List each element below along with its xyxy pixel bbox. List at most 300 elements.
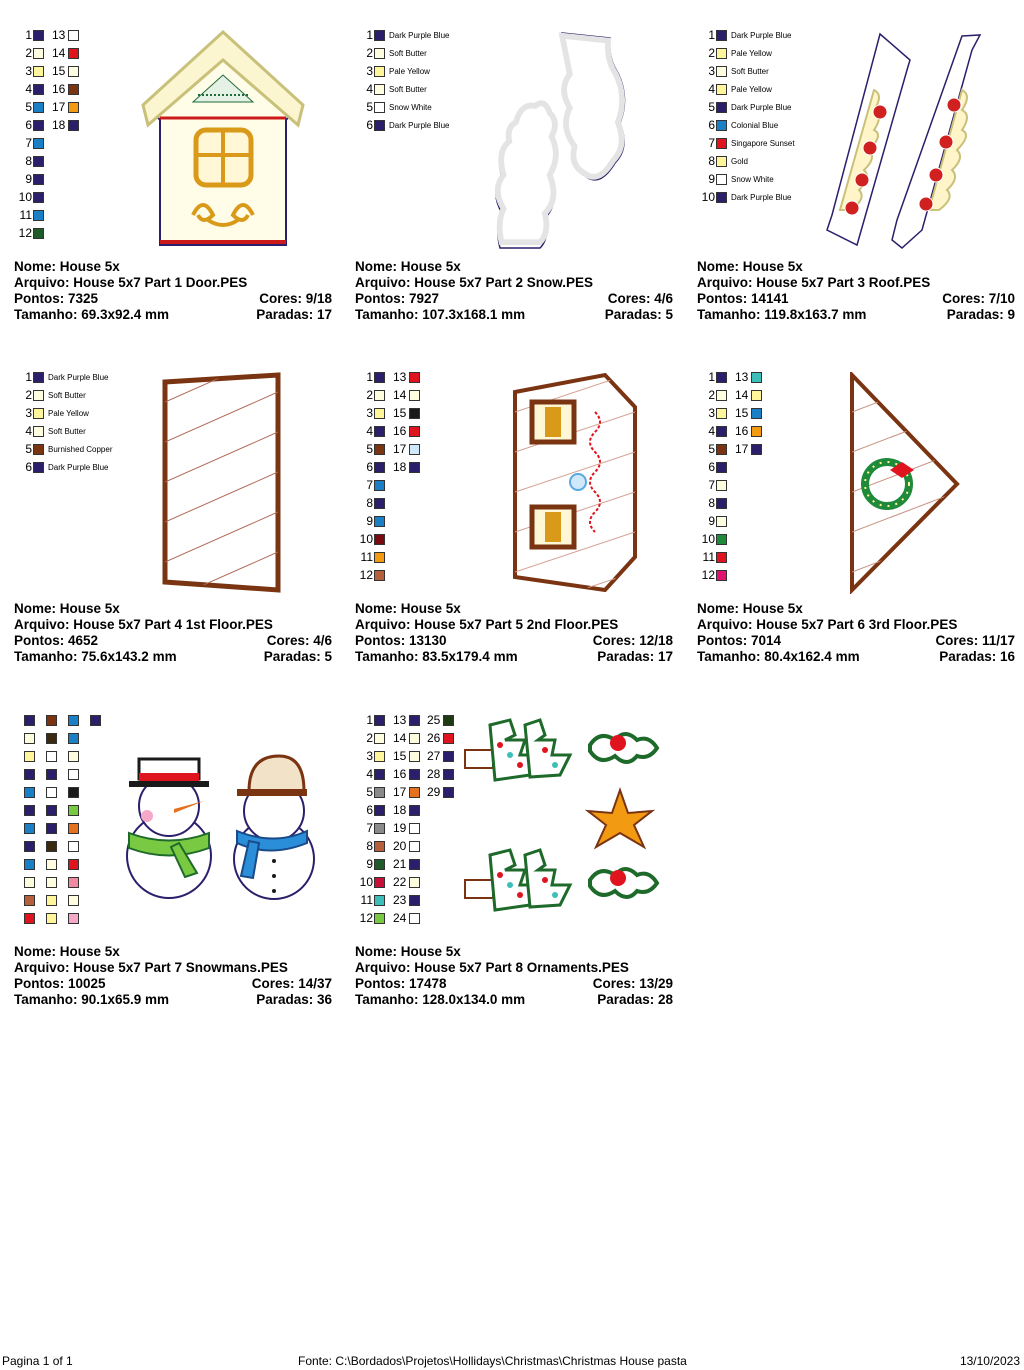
thread-color-swatch xyxy=(374,805,385,816)
thread-row xyxy=(14,62,44,80)
design-colors: Cores: 4/6 xyxy=(607,291,673,306)
thread-index: 23 xyxy=(393,893,407,907)
thread-index: 6 xyxy=(25,460,32,474)
thread-color-swatch xyxy=(24,733,35,744)
design-info xyxy=(697,601,1015,665)
thread-color-swatch xyxy=(68,715,79,726)
design-stops: Paradas: 9 xyxy=(946,307,1015,322)
thread-color-swatch xyxy=(751,390,762,401)
thread-index: 2 xyxy=(708,46,715,60)
thread-row xyxy=(14,188,44,206)
thread-index: 15 xyxy=(393,749,407,763)
thread-name: Dark Purple Blue xyxy=(48,372,109,382)
thread-color-swatch xyxy=(68,733,79,744)
thread-index: 7 xyxy=(366,478,373,492)
thread-color-swatch xyxy=(90,715,101,726)
snowmen-icon xyxy=(119,751,334,901)
thread-color-swatch xyxy=(24,823,35,834)
thread-index: 2 xyxy=(25,388,32,402)
thread-color-swatch xyxy=(33,462,44,473)
thread-row xyxy=(393,368,420,386)
thread-index: 17 xyxy=(393,442,407,456)
thread-row xyxy=(393,711,420,729)
thread-row xyxy=(355,368,385,386)
thread-row xyxy=(355,891,385,909)
thread-color-swatch xyxy=(33,408,44,419)
thread-color-swatch xyxy=(716,48,727,59)
thread-color-swatch xyxy=(46,895,57,906)
thread-row xyxy=(46,837,57,855)
thread-color-swatch xyxy=(33,120,44,131)
thread-index: 4 xyxy=(25,424,32,438)
thread-row xyxy=(68,801,79,819)
design-cell-roof[interactable] xyxy=(697,26,1024,346)
thread-color-swatch xyxy=(716,84,727,95)
thread-row xyxy=(355,819,385,837)
thread-row xyxy=(355,747,385,765)
thread-row xyxy=(393,458,420,476)
design-colors: Cores: 12/18 xyxy=(592,633,673,648)
thread-index: 16 xyxy=(393,424,407,438)
thread-row xyxy=(68,729,79,747)
thread-color-swatch xyxy=(24,877,35,888)
thread-color-swatch xyxy=(716,552,727,563)
thread-color-swatch xyxy=(24,805,35,816)
design-size: Tamanho: 119.8x163.7 mm xyxy=(697,307,867,322)
thread-index: 2 xyxy=(366,731,373,745)
thread-color-swatch xyxy=(374,715,385,726)
thread-row xyxy=(90,711,101,729)
thread-index: 8 xyxy=(25,154,32,168)
thread-row xyxy=(735,386,762,404)
thread-color-swatch xyxy=(374,48,385,59)
thread-row xyxy=(46,909,57,927)
thread-color-swatch xyxy=(24,715,35,726)
thread-row xyxy=(697,134,795,152)
thread-color-swatch xyxy=(374,552,385,563)
thread-row xyxy=(14,422,86,440)
thread-index: 17 xyxy=(52,100,66,114)
thread-index: 5 xyxy=(366,442,373,456)
thread-row xyxy=(355,566,385,584)
thread-color-swatch xyxy=(409,462,420,473)
thread-color-swatch xyxy=(68,895,79,906)
thread-row xyxy=(697,404,727,422)
thread-color-swatch xyxy=(716,174,727,185)
thread-row xyxy=(14,404,89,422)
thread-color-swatch xyxy=(24,895,35,906)
thread-color-swatch xyxy=(409,805,420,816)
thread-index: 18 xyxy=(52,118,66,132)
thread-color-swatch xyxy=(33,228,44,239)
thread-index: 10 xyxy=(18,190,32,204)
thread-row xyxy=(697,440,727,458)
thread-color-swatch xyxy=(24,841,35,852)
thread-row xyxy=(697,44,772,62)
thread-color-swatch xyxy=(46,751,57,762)
design-info xyxy=(14,259,332,323)
design-stops: Paradas: 28 xyxy=(597,992,673,1007)
thread-index: 21 xyxy=(393,857,407,871)
thread-index: 20 xyxy=(393,839,407,853)
thread-row xyxy=(355,26,449,44)
thread-index: 7 xyxy=(25,136,32,150)
thread-row xyxy=(355,530,385,548)
thread-color-swatch xyxy=(716,426,727,437)
thread-color-swatch xyxy=(24,769,35,780)
thread-row xyxy=(68,747,79,765)
thread-row xyxy=(697,170,774,188)
thread-index: 6 xyxy=(366,803,373,817)
thread-row xyxy=(355,62,430,80)
design-file: Arquivo: House 5x7 Part 4 1st Floor.PES xyxy=(14,617,273,632)
thread-color-swatch xyxy=(68,913,79,924)
thread-row xyxy=(427,783,454,801)
thread-index: 14 xyxy=(393,388,407,402)
thread-row xyxy=(427,729,454,747)
design-name: Nome: House 5x xyxy=(355,944,461,959)
design-stitches: Pontos: 13130 xyxy=(355,633,447,648)
thread-color-swatch xyxy=(24,787,35,798)
thread-color-swatch xyxy=(33,84,44,95)
thread-color-swatch xyxy=(716,498,727,509)
thread-color-swatch xyxy=(374,516,385,527)
thread-index: 10 xyxy=(359,875,373,889)
thread-row xyxy=(68,855,79,873)
design-stops: Paradas: 17 xyxy=(597,649,673,664)
thread-row xyxy=(697,476,727,494)
thread-row xyxy=(393,422,420,440)
thread-color-swatch xyxy=(409,733,420,744)
thread-name: Dark Purple Blue xyxy=(731,192,792,202)
thread-row xyxy=(46,765,57,783)
page-number: Pagina 1 of 1 xyxy=(2,1354,73,1368)
thread-color-swatch xyxy=(33,138,44,149)
thread-color-swatch xyxy=(716,138,727,149)
thread-index: 5 xyxy=(708,100,715,114)
thread-index: 10 xyxy=(701,532,715,546)
thread-color-swatch xyxy=(751,408,762,419)
thread-color-swatch xyxy=(374,859,385,870)
thread-index: 24 xyxy=(393,911,407,925)
design-cell-first-floor[interactable] xyxy=(14,368,344,688)
thread-color-swatch xyxy=(374,841,385,852)
thread-index: 2 xyxy=(366,46,373,60)
thread-row xyxy=(427,711,454,729)
thread-index: 5 xyxy=(366,785,373,799)
thread-row xyxy=(24,801,35,819)
thread-color-swatch xyxy=(68,66,79,77)
thread-row xyxy=(355,873,385,891)
thread-row xyxy=(355,44,427,62)
thread-color-swatch xyxy=(33,444,44,455)
thread-row xyxy=(68,765,79,783)
thread-color-swatch xyxy=(374,751,385,762)
design-info xyxy=(14,601,332,665)
thread-color-swatch xyxy=(751,444,762,455)
thread-index: 18 xyxy=(393,803,407,817)
thread-color-swatch xyxy=(374,120,385,131)
thread-color-swatch xyxy=(409,390,420,401)
thread-color-swatch xyxy=(716,516,727,527)
design-cell-door[interactable] xyxy=(14,26,344,346)
thread-row xyxy=(68,837,79,855)
thread-row xyxy=(14,440,112,458)
thread-color-swatch xyxy=(46,805,57,816)
thread-index: 3 xyxy=(366,749,373,763)
thread-row xyxy=(697,566,727,584)
thread-color-swatch xyxy=(409,426,420,437)
thread-row xyxy=(355,855,385,873)
thread-index: 22 xyxy=(393,875,407,889)
thread-row xyxy=(24,837,35,855)
first-floor-icon xyxy=(160,372,282,594)
thread-index: 12 xyxy=(18,226,32,240)
thread-row xyxy=(697,512,727,530)
design-stitches: Pontos: 10025 xyxy=(14,976,106,991)
thread-color-swatch xyxy=(374,769,385,780)
thread-index: 9 xyxy=(708,514,715,528)
design-cell-snowmen[interactable] xyxy=(14,711,344,1031)
thread-name: Pale Yellow xyxy=(48,408,89,418)
thread-color-swatch xyxy=(68,841,79,852)
thread-row xyxy=(697,152,748,170)
design-file: Arquivo: House 5x7 Part 8 Ornaments.PES xyxy=(355,960,629,975)
design-stops: Paradas: 5 xyxy=(263,649,332,664)
design-colors: Cores: 7/10 xyxy=(942,291,1015,306)
thread-index: 2 xyxy=(25,46,32,60)
thread-index: 6 xyxy=(366,118,373,132)
thread-color-swatch xyxy=(716,390,727,401)
thread-color-swatch xyxy=(443,715,454,726)
thread-index: 13 xyxy=(735,370,749,384)
thread-color-swatch xyxy=(374,462,385,473)
thread-index: 15 xyxy=(52,64,66,78)
thread-index: 11 xyxy=(360,893,373,907)
thread-index: 15 xyxy=(393,406,407,420)
thread-color-swatch xyxy=(443,751,454,762)
thread-row xyxy=(735,440,762,458)
thread-row xyxy=(393,909,420,927)
thread-row xyxy=(355,783,385,801)
thread-row xyxy=(46,855,57,873)
thread-row xyxy=(24,765,35,783)
thread-index: 9 xyxy=(366,514,373,528)
thread-index: 7 xyxy=(708,478,715,492)
thread-color-swatch xyxy=(33,390,44,401)
thread-color-swatch xyxy=(409,895,420,906)
design-name: Nome: House 5x xyxy=(697,601,803,616)
design-name: Nome: House 5x xyxy=(14,259,120,274)
thread-row xyxy=(393,855,420,873)
thread-color-swatch xyxy=(716,30,727,41)
thread-color-swatch xyxy=(374,895,385,906)
thread-name: Singapore Sunset xyxy=(731,138,795,148)
thread-row xyxy=(393,891,420,909)
thread-row xyxy=(24,747,35,765)
thread-index: 1 xyxy=(25,28,32,42)
design-name: Nome: House 5x xyxy=(14,601,120,616)
design-name: Nome: House 5x xyxy=(355,259,461,274)
thread-index: 15 xyxy=(735,406,749,420)
thread-index: 13 xyxy=(393,713,407,727)
thread-name: Soft Butter xyxy=(389,48,427,58)
thread-row xyxy=(355,80,427,98)
thread-index: 1 xyxy=(366,28,373,42)
thread-row xyxy=(393,801,420,819)
design-cell-second-floor[interactable] xyxy=(355,368,685,688)
design-stops: Paradas: 17 xyxy=(256,307,332,322)
thread-color-swatch xyxy=(409,859,420,870)
thread-name: Gold xyxy=(731,156,748,166)
design-file: Arquivo: House 5x7 Part 7 Snowmans.PES xyxy=(14,960,288,975)
thread-color-swatch xyxy=(443,787,454,798)
design-name: Nome: House 5x xyxy=(14,944,120,959)
thread-row xyxy=(697,458,727,476)
thread-index: 17 xyxy=(735,442,749,456)
thread-index: 18 xyxy=(393,460,407,474)
thread-color-swatch xyxy=(374,84,385,95)
thread-color-swatch xyxy=(716,462,727,473)
thread-color-swatch xyxy=(68,102,79,113)
thread-color-swatch xyxy=(46,715,57,726)
thread-row xyxy=(697,548,727,566)
thread-row xyxy=(393,386,420,404)
thread-color-swatch xyxy=(716,480,727,491)
design-info xyxy=(697,259,1015,323)
thread-color-swatch xyxy=(374,408,385,419)
thread-row xyxy=(355,801,385,819)
thread-name: Burnished Copper xyxy=(48,444,113,454)
thread-index: 10 xyxy=(701,190,715,204)
thread-row xyxy=(393,783,420,801)
thread-index: 11 xyxy=(19,208,32,222)
thread-row xyxy=(24,873,35,891)
thread-index: 3 xyxy=(25,64,32,78)
thread-row xyxy=(355,404,385,422)
thread-index: 9 xyxy=(366,857,373,871)
thread-color-swatch xyxy=(33,30,44,41)
thread-color-swatch xyxy=(409,841,420,852)
design-info xyxy=(355,259,673,323)
thread-color-swatch xyxy=(374,444,385,455)
thread-color-swatch xyxy=(374,480,385,491)
thread-index: 9 xyxy=(708,172,715,186)
thread-index: 4 xyxy=(708,424,715,438)
design-name: Nome: House 5x xyxy=(697,259,803,274)
thread-name: Dark Purple Blue xyxy=(389,120,450,130)
thread-color-swatch xyxy=(716,192,727,203)
thread-color-swatch xyxy=(33,192,44,203)
thread-index: 16 xyxy=(393,767,407,781)
thread-color-swatch xyxy=(374,570,385,581)
thread-name: Soft Butter xyxy=(48,390,86,400)
thread-name: Pale Yellow xyxy=(731,48,772,58)
thread-index: 8 xyxy=(708,496,715,510)
thread-index: 13 xyxy=(393,370,407,384)
thread-index: 5 xyxy=(708,442,715,456)
design-size: Tamanho: 75.6x143.2 mm xyxy=(14,649,177,664)
design-size: Tamanho: 90.1x65.9 mm xyxy=(14,992,170,1007)
thread-name: Soft Butter xyxy=(48,426,86,436)
design-stitches: Pontos: 7014 xyxy=(697,633,782,648)
thread-color-swatch xyxy=(33,372,44,383)
thread-row xyxy=(14,98,44,116)
thread-name: Snow White xyxy=(389,102,432,112)
thread-name: Dark Purple Blue xyxy=(731,102,792,112)
design-cell-ornaments[interactable] xyxy=(355,711,685,1031)
design-stitches: Pontos: 14141 xyxy=(697,291,789,306)
thread-row xyxy=(52,98,79,116)
thread-index: 6 xyxy=(708,460,715,474)
thread-color-swatch xyxy=(409,769,420,780)
thread-index: 12 xyxy=(701,568,715,582)
thread-row xyxy=(14,134,44,152)
thread-row xyxy=(697,386,727,404)
thread-name: Colonial Blue xyxy=(731,120,779,130)
thread-index: 7 xyxy=(708,136,715,150)
design-cell-third-floor[interactable] xyxy=(697,368,1024,688)
thread-name: Snow White xyxy=(731,174,774,184)
thread-row xyxy=(355,548,385,566)
thread-index: 3 xyxy=(25,406,32,420)
thread-row xyxy=(393,765,420,783)
design-size: Tamanho: 80.4x162.4 mm xyxy=(697,649,860,664)
thread-index: 12 xyxy=(359,568,373,582)
thread-row xyxy=(14,368,108,386)
thread-color-swatch xyxy=(716,102,727,113)
thread-color-swatch xyxy=(24,751,35,762)
thread-color-swatch xyxy=(68,805,79,816)
thread-row xyxy=(68,873,79,891)
thread-row xyxy=(697,368,727,386)
thread-color-swatch xyxy=(443,769,454,780)
design-cell-snow[interactable] xyxy=(355,26,685,346)
thread-color-swatch xyxy=(409,787,420,798)
thread-color-swatch xyxy=(68,769,79,780)
thread-row xyxy=(14,170,44,188)
thread-index: 16 xyxy=(735,424,749,438)
design-stops: Paradas: 5 xyxy=(604,307,673,322)
thread-color-swatch xyxy=(374,426,385,437)
print-date: 13/10/2023 xyxy=(959,1354,1020,1368)
thread-row xyxy=(24,819,35,837)
thread-color-swatch xyxy=(68,84,79,95)
thread-index: 4 xyxy=(366,82,373,96)
thread-row xyxy=(393,747,420,765)
design-size: Tamanho: 107.3x168.1 mm xyxy=(355,307,526,322)
thread-color-swatch xyxy=(68,877,79,888)
thread-row xyxy=(427,765,454,783)
thread-row xyxy=(14,206,44,224)
thread-index: 1 xyxy=(708,28,715,42)
thread-color-swatch xyxy=(409,715,420,726)
thread-color-swatch xyxy=(751,372,762,383)
thread-row xyxy=(46,873,57,891)
thread-color-swatch xyxy=(68,787,79,798)
thread-index: 11 xyxy=(360,550,373,564)
thread-index: 5 xyxy=(25,100,32,114)
design-colors: Cores: 4/6 xyxy=(266,633,332,648)
thread-index: 3 xyxy=(366,406,373,420)
thread-row xyxy=(24,855,35,873)
thread-color-swatch xyxy=(68,823,79,834)
thread-row xyxy=(46,891,57,909)
thread-index: 13 xyxy=(52,28,66,42)
thread-row xyxy=(697,80,772,98)
thread-color-swatch xyxy=(716,156,727,167)
thread-row xyxy=(393,404,420,422)
